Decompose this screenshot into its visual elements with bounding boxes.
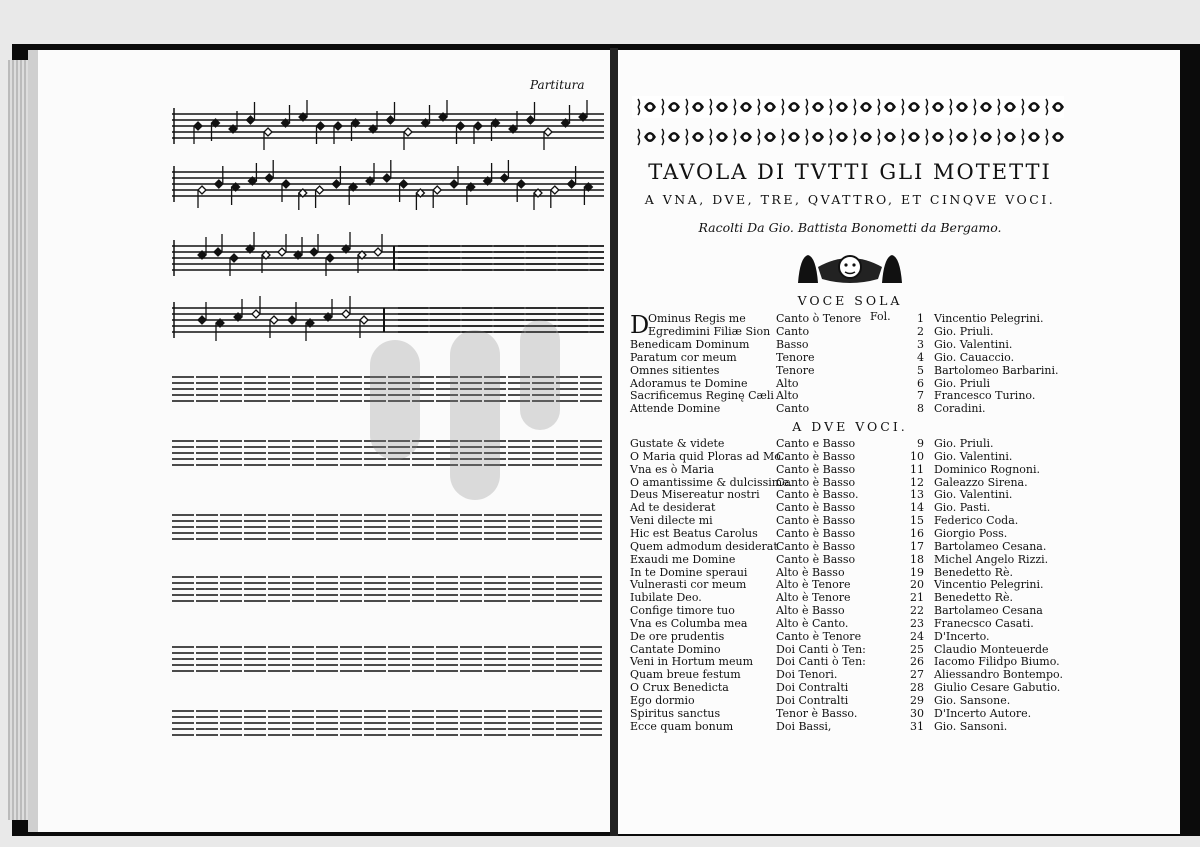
motet-title: Egredimini Filiæ Sion bbox=[648, 324, 771, 338]
note bbox=[349, 183, 357, 205]
composer-name: Vincentio Pelegrini. bbox=[934, 578, 1044, 592]
composer-name: Vincentio Pelegrini. bbox=[934, 312, 1044, 325]
motet-row bbox=[630, 643, 1070, 656]
note bbox=[299, 189, 307, 210]
folio-number: 15 bbox=[910, 514, 924, 528]
voice-part: Alto è Basso bbox=[776, 604, 845, 618]
composer-name: Galeazzo Sirena. bbox=[934, 475, 1028, 489]
note bbox=[584, 183, 592, 205]
motet-row bbox=[630, 488, 1070, 501]
motet-row bbox=[630, 437, 1070, 450]
collector-credit: Racolti Da Gio. Battista Bonometti da Bergamo. bbox=[698, 220, 1002, 235]
composer-name: Benedetto Rè. bbox=[934, 565, 1013, 579]
composer-name: Aliessandro Bontempo. bbox=[934, 668, 1063, 682]
folio-number: 25 bbox=[910, 642, 924, 656]
composer-name: Benedetto Rè. bbox=[934, 591, 1013, 605]
note bbox=[416, 189, 424, 210]
voice-part: Doi Canti ò Ten: bbox=[776, 642, 866, 656]
table-title: TAVOLA DI TVTTI GLI MOTETTI bbox=[648, 160, 1052, 184]
motet-row bbox=[630, 364, 1070, 377]
voice-part: Canto e Basso bbox=[776, 437, 856, 450]
folio-number: 7 bbox=[917, 389, 924, 403]
composer-name: Gio. Valentini. bbox=[934, 337, 1013, 351]
composer-name: Bartolameo Cesana. bbox=[934, 539, 1047, 553]
voice-part: Canto bbox=[776, 324, 810, 338]
motet-row bbox=[630, 540, 1070, 553]
decorative-border-top bbox=[632, 96, 1064, 118]
motet-title: Paratum cor meum bbox=[630, 350, 737, 364]
note bbox=[579, 100, 587, 121]
composer-name: Gio. Cauaccio. bbox=[934, 350, 1015, 364]
motet-title: De ore prudentis bbox=[630, 629, 725, 643]
note bbox=[317, 122, 325, 144]
motet-row bbox=[630, 450, 1070, 463]
motet-row bbox=[630, 720, 1070, 733]
composer-name: Dominico Rognoni. bbox=[934, 462, 1041, 476]
note bbox=[467, 183, 475, 205]
motet-title: Adoramus te Domine bbox=[630, 376, 748, 390]
composer-name: Francesco Turino. bbox=[934, 389, 1036, 403]
voice-part: Tenor è Basso. bbox=[776, 706, 858, 720]
note bbox=[215, 166, 223, 188]
note bbox=[324, 299, 332, 321]
motet-title: Spiritus sanctus bbox=[630, 706, 721, 720]
music-staff-with-notes bbox=[172, 158, 604, 210]
voice-part: Canto è Basso bbox=[776, 501, 856, 515]
voice-part: Doi Bassi, bbox=[776, 719, 832, 733]
motet-title: Iubilate Deo. bbox=[630, 591, 702, 605]
composer-name: Gio. Sansone. bbox=[934, 694, 1011, 707]
motet-row bbox=[630, 501, 1070, 514]
motet-title: Veni in Hortum meum bbox=[630, 655, 754, 669]
motet-row bbox=[630, 312, 1070, 325]
folio-number: 30 bbox=[910, 706, 924, 720]
motet-title: Ecce quam bonum bbox=[630, 719, 734, 733]
folio-number: 11 bbox=[910, 462, 924, 476]
motet-row bbox=[630, 707, 1070, 720]
note bbox=[265, 160, 273, 182]
composer-name: D'Incerto Autore. bbox=[934, 706, 1032, 720]
note bbox=[474, 122, 482, 144]
composer-name: Gio. Priuli. bbox=[934, 437, 994, 450]
motet-title: Quem admodum desiderat bbox=[630, 539, 778, 553]
composer-name: Bartolomeo Barbarini. bbox=[934, 363, 1059, 377]
folio-number: 23 bbox=[910, 616, 924, 630]
voice-part: Alto è Tenore bbox=[776, 578, 851, 592]
note bbox=[517, 180, 525, 202]
composer-name: Gio. Sansoni. bbox=[934, 719, 1008, 733]
voice-part: Canto è Basso bbox=[776, 552, 856, 566]
voice-part: Canto è Basso bbox=[776, 462, 856, 476]
note bbox=[247, 102, 255, 124]
motet-title: Ad te desiderat bbox=[630, 501, 716, 515]
voice-part: Doi Contralti bbox=[776, 694, 849, 707]
folio-number: 12 bbox=[910, 475, 924, 489]
note bbox=[246, 232, 254, 253]
note bbox=[282, 180, 290, 202]
motet-row bbox=[630, 566, 1070, 579]
folio-number: 26 bbox=[910, 655, 924, 669]
note bbox=[404, 128, 412, 150]
note bbox=[457, 122, 465, 144]
note bbox=[544, 128, 552, 150]
composer-name: Iacomo Filidpo Biumo. bbox=[934, 655, 1060, 669]
fol-label: Fol. bbox=[870, 310, 891, 323]
motet-title: Veni dilecte mi bbox=[630, 514, 713, 528]
motet-row bbox=[630, 338, 1070, 351]
note bbox=[500, 160, 508, 182]
voice-part: Canto è Basso bbox=[776, 475, 856, 489]
note bbox=[400, 180, 408, 202]
motet-title: Hic est Beatus Carolus bbox=[630, 526, 758, 540]
motet-row bbox=[630, 553, 1070, 566]
motet-title: O amantissime & dulcissime. bbox=[630, 475, 793, 489]
note bbox=[248, 163, 256, 185]
folio-number: 27 bbox=[910, 668, 924, 682]
section-heading-voce-sola: VOCE SOLA bbox=[797, 293, 903, 308]
motet-row bbox=[630, 681, 1070, 694]
motet-title: Exaudi me Domine bbox=[630, 552, 736, 566]
folio-number: 2 bbox=[917, 324, 924, 338]
note bbox=[334, 122, 342, 144]
decorative-mask-emblem bbox=[790, 247, 910, 287]
composer-name: Gio. Priuli. bbox=[934, 324, 994, 338]
note bbox=[278, 234, 286, 256]
note bbox=[383, 160, 391, 182]
voice-part: Canto è Basso bbox=[776, 526, 856, 540]
motet-row bbox=[630, 527, 1070, 540]
motet-row bbox=[630, 655, 1070, 668]
motet-row bbox=[630, 389, 1070, 402]
section-heading-due-voci: A DVE VOCI. bbox=[792, 419, 908, 434]
folio-number: 21 bbox=[910, 591, 924, 605]
note bbox=[198, 302, 206, 324]
voice-part: Alto bbox=[776, 376, 799, 390]
note bbox=[551, 186, 559, 208]
voice-part: Canto è Basso bbox=[776, 449, 856, 463]
note bbox=[342, 296, 350, 318]
table-subtitle: A VNA, DVE, TRE, QVATTRO, ET CINQVE VOCI. bbox=[644, 192, 1056, 207]
note bbox=[234, 299, 242, 321]
folio-number: 13 bbox=[910, 488, 924, 502]
folio-number: 10 bbox=[910, 449, 924, 463]
folio-number: 5 bbox=[917, 363, 924, 377]
folio-number: 8 bbox=[917, 402, 924, 416]
motet-row bbox=[630, 694, 1070, 707]
motet-row bbox=[630, 377, 1070, 390]
note bbox=[562, 105, 570, 127]
voice-part: Alto è Tenore bbox=[776, 591, 851, 605]
note bbox=[387, 102, 395, 124]
music-staff-with-notes bbox=[172, 100, 604, 152]
note bbox=[342, 232, 350, 253]
voice-part: Canto bbox=[776, 402, 810, 416]
folio-number: 24 bbox=[910, 629, 924, 643]
voice-part: Canto ò Tenore bbox=[776, 312, 862, 325]
motet-title: O Crux Benedicta bbox=[630, 681, 729, 695]
empty-music-staff bbox=[172, 574, 604, 604]
composer-name: Franecsco Casati. bbox=[934, 616, 1034, 630]
folio-number: 14 bbox=[910, 501, 924, 515]
motet-title: O Maria quid Ploras ad Mo. bbox=[630, 449, 785, 463]
motet-title: Quam breue festum bbox=[630, 668, 741, 682]
motet-title: Sacrificemus Reginę Cæli bbox=[630, 389, 774, 403]
voice-part: Canto è Basso bbox=[776, 514, 856, 528]
composer-name: Giorgio Poss. bbox=[934, 526, 1008, 540]
page-header-partitura: Partitura bbox=[530, 78, 585, 92]
composer-name: Claudio Monteuerde bbox=[934, 642, 1049, 656]
folio-number: 3 bbox=[917, 337, 924, 351]
voice-part: Canto è Basso. bbox=[776, 488, 859, 502]
folio-number: 19 bbox=[910, 565, 924, 579]
motet-row bbox=[630, 617, 1070, 630]
motet-title: Vna es ò Maria bbox=[630, 462, 715, 476]
note bbox=[374, 234, 382, 256]
note bbox=[282, 105, 290, 127]
motet-row bbox=[630, 325, 1070, 338]
note bbox=[527, 102, 535, 124]
folio-number: 17 bbox=[910, 539, 924, 553]
voice-part: Canto è Tenore bbox=[776, 629, 862, 643]
motet-title: Vulnerasti cor meum bbox=[630, 578, 747, 592]
motet-title: Gustate & videte bbox=[630, 437, 725, 450]
voice-part: Tenore bbox=[776, 363, 815, 377]
motet-row bbox=[630, 351, 1070, 364]
motet-row bbox=[630, 668, 1070, 681]
note bbox=[360, 316, 368, 338]
folio-number: 6 bbox=[917, 376, 924, 390]
motet-title: Omnes sitientes bbox=[630, 363, 720, 377]
motet-row bbox=[630, 630, 1070, 643]
composer-name: Gio. Pasti. bbox=[934, 501, 991, 515]
note bbox=[484, 163, 492, 185]
folio-number: 20 bbox=[910, 578, 924, 592]
note bbox=[568, 166, 576, 188]
note bbox=[252, 296, 260, 318]
motet-row bbox=[630, 514, 1070, 527]
motet-title: Benedicam Dominum bbox=[630, 337, 750, 351]
motet-row bbox=[630, 476, 1070, 489]
note bbox=[422, 105, 430, 127]
folio-number: 18 bbox=[910, 552, 924, 566]
note bbox=[198, 237, 206, 259]
decorative-border-bottom bbox=[632, 126, 1064, 148]
note bbox=[433, 186, 441, 208]
drop-cap-d: D bbox=[630, 311, 650, 339]
voice-part: Alto è Canto. bbox=[776, 616, 849, 630]
note bbox=[232, 183, 240, 205]
motet-title: Ego dormio bbox=[630, 694, 695, 707]
note bbox=[310, 234, 318, 256]
composer-name: Michel Angelo Rizzi. bbox=[934, 552, 1049, 566]
note bbox=[326, 254, 334, 276]
composer-name: Gio. Valentini. bbox=[934, 449, 1013, 463]
voice-part: Basso bbox=[776, 337, 809, 351]
motet-title: Attende Domine bbox=[630, 402, 721, 416]
empty-music-staff bbox=[172, 512, 604, 542]
note bbox=[216, 319, 224, 341]
folio-number: 22 bbox=[910, 604, 924, 618]
composer-name: D'Incerto. bbox=[934, 629, 990, 643]
composer-name: Bartolameo Cesana bbox=[934, 604, 1043, 618]
note bbox=[288, 302, 296, 324]
composer-name: Coradini. bbox=[934, 402, 986, 416]
composer-name: Federico Coda. bbox=[934, 514, 1019, 528]
folio-number: 28 bbox=[910, 681, 924, 695]
folio-number: 1 bbox=[917, 312, 924, 325]
motet-row bbox=[630, 463, 1070, 476]
folio-number: 16 bbox=[910, 526, 924, 540]
note bbox=[214, 234, 222, 256]
voice-part: Doi Contralti bbox=[776, 681, 849, 695]
note bbox=[366, 163, 374, 185]
empty-music-staff bbox=[172, 708, 604, 738]
motet-title: Confige timore tuo bbox=[630, 604, 735, 618]
note bbox=[270, 316, 278, 338]
note bbox=[450, 166, 458, 188]
note bbox=[264, 128, 272, 150]
note bbox=[294, 237, 302, 259]
folio-number: 29 bbox=[910, 694, 924, 707]
voice-part: Alto è Basso bbox=[776, 565, 845, 579]
composer-name: Gio. Valentini. bbox=[934, 488, 1013, 502]
motet-title: In te Domine speraui bbox=[630, 565, 748, 579]
note bbox=[534, 189, 542, 210]
folio-number: 9 bbox=[917, 437, 924, 450]
note bbox=[439, 100, 447, 121]
note bbox=[332, 166, 340, 188]
motet-title: Ominus Regis me bbox=[648, 312, 746, 325]
note bbox=[316, 186, 324, 208]
voice-part: Alto bbox=[776, 389, 799, 403]
voice-part: Doi Tenori. bbox=[776, 668, 838, 682]
motet-row bbox=[630, 591, 1070, 604]
note bbox=[306, 319, 314, 341]
motet-title: Vna es Columba mea bbox=[630, 616, 748, 630]
motet-title: Deus Misereatur nostri bbox=[630, 488, 760, 502]
note bbox=[299, 100, 307, 121]
motet-row bbox=[630, 402, 1070, 415]
voice-part: Canto è Basso bbox=[776, 539, 856, 553]
motet-title: Cantate Domino bbox=[630, 642, 721, 656]
motet-row bbox=[630, 578, 1070, 591]
note bbox=[230, 254, 238, 276]
note bbox=[198, 186, 206, 208]
motet-row bbox=[630, 604, 1070, 617]
music-staff-with-notes bbox=[172, 232, 604, 284]
composer-name: Giulio Cesare Gabutio. bbox=[934, 681, 1061, 695]
voice-part: Tenore bbox=[776, 350, 815, 364]
composer-name: Gio. Priuli bbox=[934, 376, 991, 390]
note bbox=[194, 122, 202, 144]
folio-number: 4 bbox=[917, 350, 924, 364]
folio-number: 31 bbox=[910, 719, 924, 733]
empty-music-staff bbox=[172, 644, 604, 674]
voice-part: Doi Canti ò Ten: bbox=[776, 655, 866, 669]
